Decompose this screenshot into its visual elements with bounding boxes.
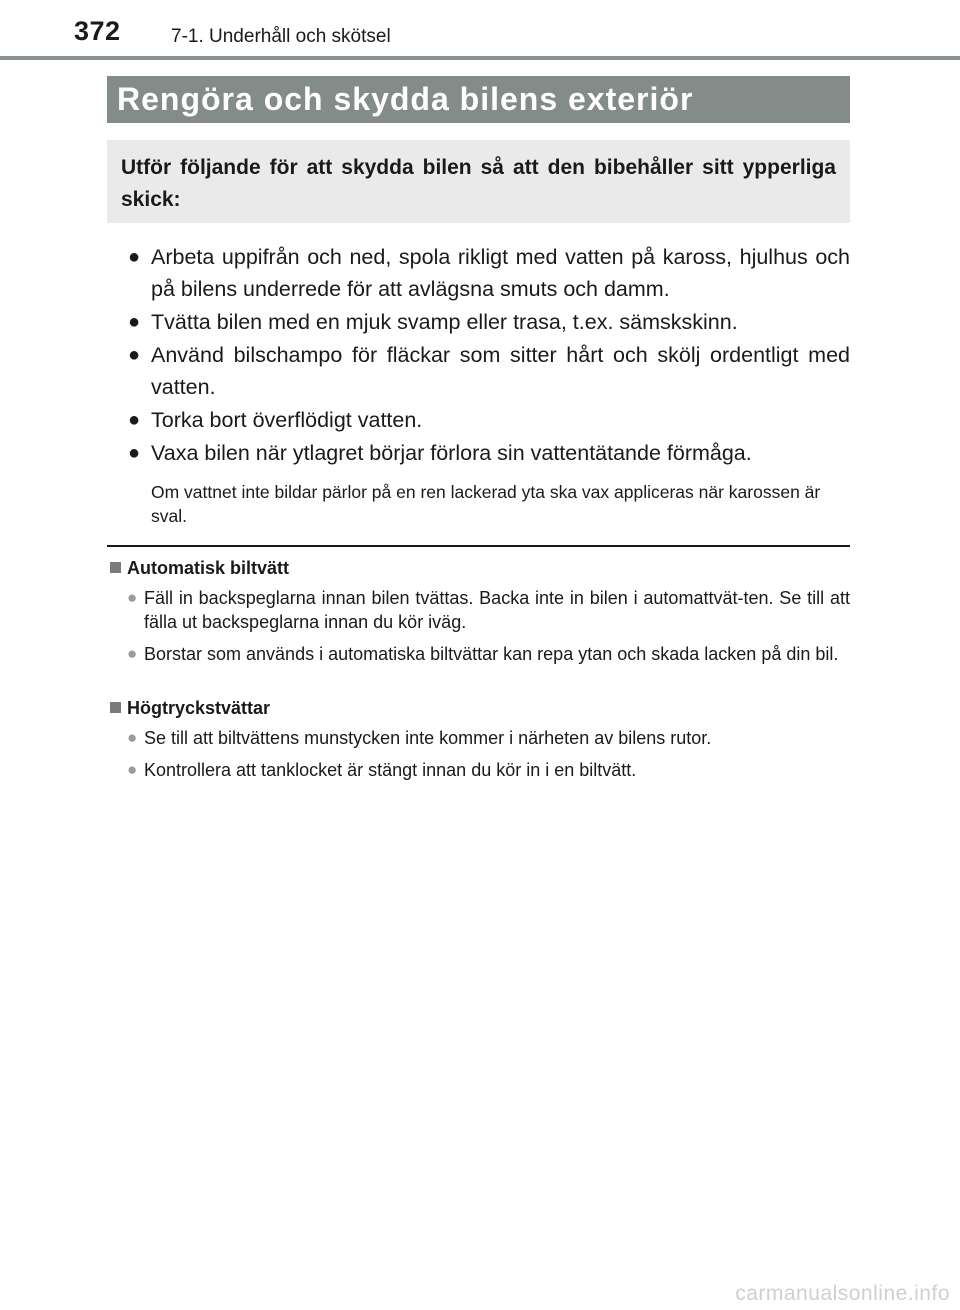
list-item	[128, 437, 850, 469]
bullet-icon: ●	[128, 311, 141, 333]
sub-list	[110, 586, 850, 666]
header-divider	[0, 56, 960, 60]
bullet-icon: ●	[128, 246, 141, 268]
list-item-text: Torka bort överflödigt vatten.	[151, 408, 423, 432]
list-item-text: Vaxa bilen när ytlagret börjar förlora sin vattentätande förmåga.	[151, 441, 752, 465]
intro-text: Utför följande för att skydda bilen så att den bibehåller sitt ypperliga skick:	[121, 156, 836, 211]
sub-heading-text: Automatisk biltvätt	[127, 558, 290, 578]
page-number: 372	[74, 16, 121, 46]
sub-heading-text: Högtryckstvättar	[127, 698, 271, 718]
bullet-icon: ●	[127, 760, 138, 779]
list-item	[110, 726, 850, 750]
list-item	[110, 758, 850, 782]
section-header: 7-1. Underhåll och skötsel	[171, 26, 391, 47]
list-item	[128, 306, 850, 338]
sub-heading	[110, 556, 850, 580]
list-item	[110, 586, 850, 634]
main-bullet-list	[128, 241, 850, 470]
bullet-icon: ●	[127, 728, 138, 747]
list-item-text: Kontrollera att tanklocket är stängt innan du kör in i en biltvätt.	[144, 760, 637, 780]
section-divider	[107, 545, 850, 547]
list-item-text: Tvätta bilen med en mjuk svamp eller trasa, t.ex. sämskskinn.	[151, 310, 738, 334]
list-item	[128, 241, 850, 305]
sub-list	[110, 726, 850, 782]
list-item-text: Fäll in backspeglarna innan bilen tvättas. Backa inte in bilen i automattvät-ten. Se till att fälla ut backspeglarna innan du kör iväg.	[144, 588, 850, 632]
intro-box	[107, 140, 850, 223]
bullet-icon: ●	[128, 442, 141, 464]
list-item	[128, 404, 850, 436]
page-title: Rengöra och skydda bilens exteriör	[117, 81, 694, 117]
bullet-icon: ●	[127, 644, 138, 663]
list-item	[128, 339, 850, 403]
list-item-text: Se till att biltvättens munstycken inte kommer i närheten av bilens rutor.	[144, 728, 712, 748]
wax-note: Om vattnet inte bildar pärlor på en ren lackerad yta ska vax appliceras när karossen är sval.	[151, 482, 821, 526]
list-item-text: Borstar som används i automatiska biltvättar kan repa ytan och skada lacken på din bil.	[144, 644, 839, 664]
list-item-text: Använd bilschampo för fläckar som sitter hårt och skölj ordentligt med vatten.	[151, 343, 850, 399]
watermark: carmanualsonline.info	[735, 1282, 950, 1305]
bullet-icon: ●	[128, 344, 141, 366]
list-item-text: Arbeta uppifrån och ned, spola rikligt med vatten på kaross, hjulhus och på bilens underrede för att avlägsna smuts och damm.	[151, 245, 850, 301]
list-item	[110, 642, 850, 666]
title-bar	[107, 76, 850, 123]
sub-heading	[110, 696, 850, 720]
bullet-icon: ●	[128, 409, 141, 431]
bullet-icon: ●	[127, 588, 138, 607]
high-pressure-wash-section	[110, 696, 850, 790]
square-bullet-icon	[110, 562, 121, 573]
automatic-car-wash-section	[110, 556, 850, 674]
square-bullet-icon	[110, 702, 121, 713]
